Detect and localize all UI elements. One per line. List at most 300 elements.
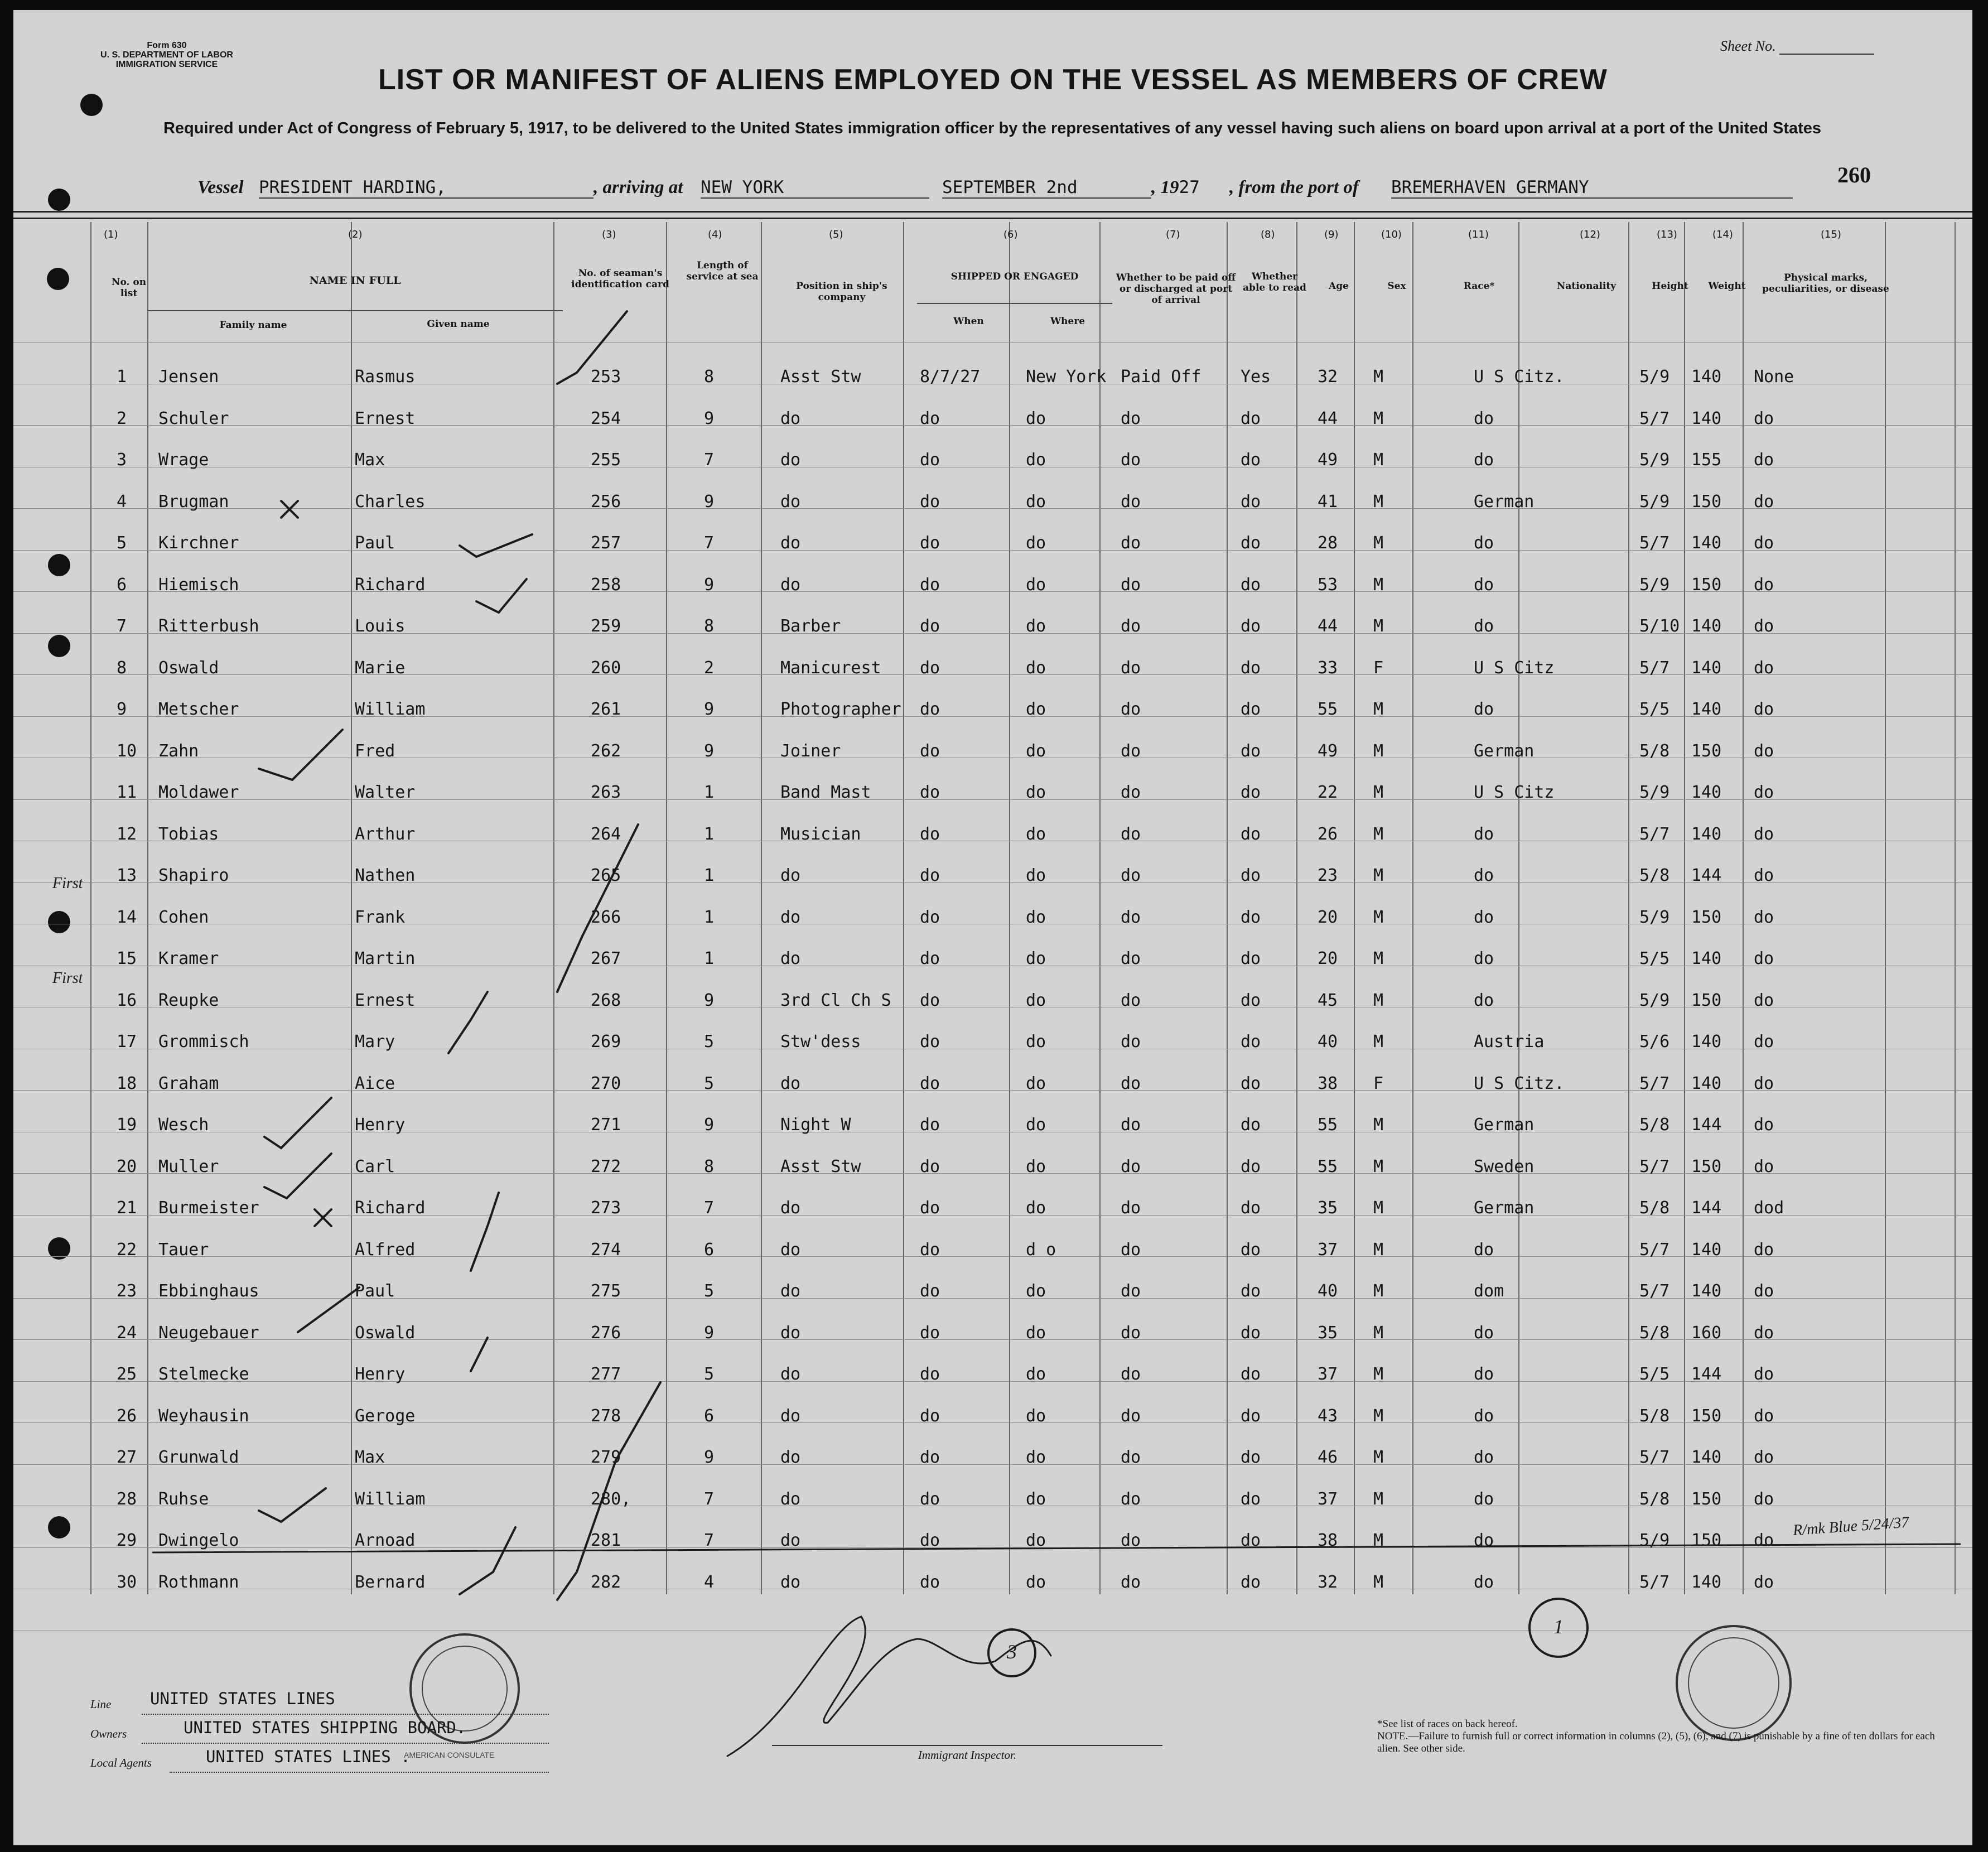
cell-weight: 140 [1691,1240,1722,1260]
arriving-port: NEW YORK [701,177,784,197]
cell-position: do [780,408,801,428]
cell-paid: do [1121,1198,1141,1218]
cell-given: Fred [355,741,395,761]
cell-no: 24 [117,1323,137,1343]
service-name: IMMIGRATION SERVICE [115,60,218,69]
cell-position: do [780,949,801,968]
cell-given: Max [355,1448,385,1467]
cell-height: 5/5 [1639,1364,1670,1384]
header-where: Where [1050,316,1085,327]
cell-position: do [780,1448,801,1467]
column-number: (4) [708,229,722,240]
check-mark-icon [264,1098,331,1148]
cell-no: 11 [117,783,137,802]
page-number: 260 [1837,162,1871,187]
cell-age: 49 [1318,741,1338,761]
cell-where: do [1026,491,1046,512]
cell-height: 5/7 [1639,1281,1670,1301]
cell-sex: M [1373,1323,1384,1343]
cell-race: German [1474,1198,1535,1218]
cell-service: 2 [704,658,715,678]
cell-race: do [1474,700,1494,719]
cell-card: 256 [591,491,621,512]
cell-weight: 144 [1691,1364,1722,1384]
cell-given: Oswald [355,1323,416,1343]
cell-no: 15 [117,949,137,968]
cell-race: do [1474,1489,1494,1509]
cell-no: 5 [117,533,127,553]
cell-sex: M [1373,1156,1384,1176]
cell-when: do [920,824,940,844]
cell-height: 5/8 [1639,741,1670,761]
cell-race: do [1474,949,1494,968]
cell-sex: M [1373,866,1384,885]
cell-marks: do [1754,1489,1774,1509]
cell-marks: do [1754,824,1774,844]
year-prefix: , 19 [1151,177,1179,197]
cell-sex: M [1373,741,1384,761]
cell-height: 5/7 [1639,1240,1670,1260]
cell-card: 280, [591,1489,631,1509]
cell-given: Paul [355,533,395,553]
cell-no: 17 [117,1032,137,1052]
cell-marks: do [1754,450,1774,470]
cell-sex: M [1373,990,1384,1010]
cell-no: 1 [117,367,127,387]
cell-given: Max [355,450,385,470]
cell-weight: 140 [1691,1572,1722,1592]
cell-paid: do [1121,1406,1141,1426]
check-mark-icon [557,824,638,992]
cell-position: Photographer [780,700,901,719]
cell-family: Tobias [158,824,219,844]
cell-service: 5 [704,1073,715,1093]
cell-card: 263 [591,783,621,802]
cell-race: U S Citz [1474,658,1555,678]
cell-marks: do [1754,990,1774,1010]
cell-when: do [920,1281,940,1301]
cell-family: Schuler [158,408,229,428]
cell-marks: do [1754,408,1774,428]
cell-service: 7 [704,1489,715,1509]
cell-when: 8/7/27 [920,367,981,387]
cell-sex: M [1373,1572,1384,1592]
cell-height: 5/9 [1639,450,1670,470]
cell-read: do [1241,1156,1261,1176]
column-number: (15) [1821,229,1841,240]
cell-race: do [1474,866,1494,885]
cell-marks: do [1754,1531,1774,1550]
cell-where: do [1026,866,1046,885]
cell-read: do [1241,866,1261,885]
cell-no: 9 [117,700,127,719]
cell-position: Musician [780,824,861,844]
cell-card: 254 [591,408,621,428]
header-when: When [953,316,984,327]
cell-sex: M [1373,949,1384,968]
cell-race: do [1474,1572,1494,1592]
cell-age: 32 [1318,1572,1338,1592]
footer-rule [170,1771,549,1773]
cell-no: 6 [117,575,127,595]
cell-marks: do [1754,1448,1774,1467]
cell-age: 28 [1318,533,1338,553]
cell-service: 1 [704,783,715,802]
cell-paid: do [1121,575,1141,595]
cell-given: Frank [355,907,406,927]
footer-rule [142,1713,549,1715]
cell-marks: do [1754,783,1774,802]
cell-card: 270 [591,1073,621,1093]
cell-marks: do [1754,533,1774,553]
cell-card: 281 [591,1531,621,1550]
cell-position: do [780,1281,801,1301]
cell-height: 5/7 [1639,533,1670,553]
cell-height: 5/9 [1639,1531,1670,1550]
cell-card: 275 [591,1281,621,1301]
cell-height: 5/8 [1639,866,1670,885]
cell-age: 37 [1318,1240,1338,1260]
cell-height: 5/8 [1639,1489,1670,1509]
column-number: (5) [829,229,843,240]
cell-when: do [920,1032,940,1052]
cell-paid: do [1121,949,1141,968]
cell-family: Zahn [158,741,199,761]
cell-age: 35 [1318,1323,1338,1343]
cell-no: 21 [117,1198,137,1218]
header-race: Race* [1463,281,1495,292]
cell-sex: M [1373,1364,1384,1384]
cell-marks: do [1754,1323,1774,1343]
cell-where: do [1026,949,1046,968]
cell-no: 23 [117,1281,137,1301]
cell-service: 9 [704,491,715,512]
cell-where: do [1026,616,1046,636]
cell-position: do [780,1572,801,1592]
cell-service: 6 [704,1240,715,1260]
cell-position: do [780,1240,801,1260]
cell-read: do [1241,1406,1261,1426]
cell-family: Muller [158,1156,219,1176]
cell-sex: M [1373,1531,1384,1550]
cell-paid: do [1121,408,1141,428]
cell-race: do [1474,824,1494,844]
cell-when: do [920,1364,940,1384]
cell-paid: do [1121,450,1141,470]
cell-no: 13 [117,866,137,885]
cell-read: do [1241,783,1261,802]
cell-service: 9 [704,1323,715,1343]
cell-paid: do [1121,1240,1141,1260]
cell-marks: do [1754,575,1774,595]
cell-weight: 150 [1691,741,1722,761]
cell-age: 37 [1318,1489,1338,1509]
cell-sex: M [1373,491,1384,512]
column-number: (10) [1381,229,1402,240]
cell-height: 5/8 [1639,1115,1670,1135]
cell-position: do [780,907,801,927]
cell-card: 272 [591,1156,621,1176]
cell-service: 8 [704,616,715,636]
cell-when: do [920,450,940,470]
cell-service: 7 [704,450,715,470]
cell-paid: do [1121,491,1141,512]
cell-read: do [1241,1364,1261,1384]
cell-where: do [1026,1448,1046,1467]
header-sex: Sex [1387,281,1406,292]
cell-no: 16 [117,990,137,1010]
cell-where: do [1026,1406,1046,1426]
cell-when: do [920,1489,940,1509]
cell-weight: 150 [1691,1406,1722,1426]
cell-position: do [780,866,801,885]
cell-service: 7 [704,1531,715,1550]
cell-paid: do [1121,1156,1141,1176]
column-number: (11) [1468,229,1489,240]
cell-when: do [920,575,940,595]
check-mark-icon [476,579,527,612]
cell-read: do [1241,616,1261,636]
cell-where: do [1026,533,1046,553]
column-number: (13) [1657,229,1677,240]
cell-where: do [1026,1198,1046,1218]
header-name-in-full: NAME IN FULL [309,274,401,287]
circled-number: 1 [1553,1615,1564,1638]
cell-service: 1 [704,866,715,885]
stamp-legend: AMERICAN CONSULATE [404,1750,495,1759]
cell-position: Asst Stw [780,367,861,387]
manifest-sheet [13,10,1972,1845]
cell-given: Richard [355,575,426,595]
cell-sex: M [1373,1198,1384,1218]
cell-position: do [780,575,801,595]
cell-sex: M [1373,1489,1384,1509]
cell-family: Metscher [158,700,239,719]
cell-when: do [920,1198,940,1218]
check-mark-icon [259,730,342,780]
cell-where: do [1026,408,1046,428]
cell-race: do [1474,1448,1494,1467]
cell-service: 1 [704,949,715,968]
cell-where: do [1026,450,1046,470]
cell-weight: 150 [1691,1489,1722,1509]
cell-race: German [1474,491,1535,512]
cell-age: 55 [1318,1115,1338,1135]
cell-when: do [920,1323,940,1343]
cell-read: do [1241,1115,1261,1135]
cell-no: 25 [117,1364,137,1384]
cell-family: Tauer [158,1240,209,1260]
cell-marks: do [1754,658,1774,678]
cell-no: 10 [117,741,137,761]
cell-race: do [1474,533,1494,553]
cell-height: 5/7 [1639,408,1670,428]
cell-age: 49 [1318,450,1338,470]
cell-paid: do [1121,1489,1141,1509]
cell-when: do [920,1406,940,1426]
cell-given: Mary [355,1032,395,1052]
cell-when: do [920,866,940,885]
column-number: (8) [1261,229,1275,240]
cell-position: Stw'dess [780,1032,861,1052]
check-mark-icon [471,1338,488,1371]
cell-given: Martin [355,949,416,968]
cell-card: 258 [591,575,621,595]
cell-sex: M [1373,1115,1384,1135]
cell-height: 5/9 [1639,990,1670,1010]
cell-sex: M [1373,533,1384,553]
cell-weight: 140 [1691,408,1722,428]
check-mark-icon [298,1287,359,1332]
cell-position: Barber [780,616,841,636]
header-weight: Weight [1708,281,1746,292]
cell-where: do [1026,907,1046,927]
cell-service: 8 [704,1156,715,1176]
cell-height: 5/9 [1639,907,1670,927]
cell-given: William [355,1489,426,1509]
cell-weight: 140 [1691,1073,1722,1093]
cell-position: Band Mast [780,783,871,802]
header-position: Position in ship's company [796,281,887,303]
vessel-label: Vessel [197,177,244,197]
cell-no: 27 [117,1448,137,1467]
document-subtitle: Required under Act of Congress of February 5, 1917, to be delivered to the United States immigration officer by the representatives of any vessel having such aliens on board upon arrival at a port of the United States [163,119,1822,137]
cell-height: 5/5 [1639,700,1670,719]
check-mark-icon [460,534,532,557]
cell-card: 277 [591,1364,621,1384]
cell-age: 41 [1318,491,1338,512]
cell-race: German [1474,741,1535,761]
cell-when: do [920,491,940,512]
cell-given: Arnoad [355,1531,416,1550]
cell-height: 5/9 [1639,783,1670,802]
cell-card: 282 [591,1572,621,1592]
cell-height: 5/9 [1639,575,1670,595]
cell-age: 33 [1318,658,1338,678]
cell-height: 5/7 [1639,658,1670,678]
cell-weight: 144 [1691,1115,1722,1135]
cell-age: 37 [1318,1364,1338,1384]
cell-no: 22 [117,1240,137,1260]
margin-note-remark: R/mk Blue 5/24/37 [1792,1513,1910,1540]
cell-no: 12 [117,824,137,844]
footer-owners-label: Owners [90,1727,127,1740]
cell-marks: do [1754,700,1774,719]
cell-no: 8 [117,658,127,678]
cell-read: Yes [1241,367,1271,387]
cell-family: Stelmecke [158,1364,249,1384]
cell-position: Night W [780,1115,851,1135]
cell-read: do [1241,1489,1261,1509]
cell-marks: do [1754,491,1774,512]
cell-family: Hiemisch [158,575,239,595]
footer-owners-value: UNITED STATES SHIPPING BOARD. [184,1718,466,1737]
footer-line-label: Line [90,1697,112,1711]
cell-given: Walter [355,783,416,802]
cell-paid: do [1121,907,1141,927]
column-number: (7) [1166,229,1180,240]
cell-read: do [1241,1198,1261,1218]
cell-given: Paul [355,1281,395,1301]
cell-when: do [920,616,940,636]
cell-no: 7 [117,616,127,636]
x-mark-icon [315,1209,331,1226]
cell-height: 5/7 [1639,1572,1670,1592]
cell-position: Manicurest [780,658,881,678]
cell-age: 40 [1318,1281,1338,1301]
cell-marks: None [1754,367,1794,387]
cell-age: 26 [1318,824,1338,844]
cell-marks: do [1754,1406,1774,1426]
cell-when: do [920,533,940,553]
cell-paid: do [1121,1323,1141,1343]
cell-paid: do [1121,866,1141,885]
cell-race: do [1474,907,1494,927]
cell-age: 20 [1318,949,1338,968]
cell-weight: 150 [1691,491,1722,512]
header-shipped: SHIPPED OR ENGAGED [950,271,1079,282]
margin-note-first: First [52,875,83,892]
cell-height: 5/7 [1639,1156,1670,1176]
cell-given: Bernard [355,1572,426,1592]
cell-when: do [920,741,940,761]
cell-card: 262 [591,741,621,761]
cell-paid: do [1121,1281,1141,1301]
cell-family: Shapiro [158,866,229,885]
cell-age: 53 [1318,575,1338,595]
cell-read: do [1241,1032,1261,1052]
cell-marks: do [1754,1364,1774,1384]
cell-when: do [920,783,940,802]
cell-paid: do [1121,1073,1141,1093]
cell-card: 273 [591,1198,621,1218]
cell-family: Rothmann [158,1572,239,1592]
cell-sex: M [1373,1240,1384,1260]
cell-no: 30 [117,1572,137,1592]
cell-sex: M [1373,1448,1384,1467]
cell-age: 43 [1318,1406,1338,1426]
cell-no: 14 [117,907,137,927]
cell-height: 5/6 [1639,1032,1670,1052]
cell-race: German [1474,1115,1535,1135]
cell-no: 26 [117,1406,137,1426]
cell-read: do [1241,491,1261,512]
cell-weight: 150 [1691,1156,1722,1176]
cell-read: do [1241,1323,1261,1343]
cell-no: 18 [117,1073,137,1093]
arriving-label: , arriving at [593,177,683,197]
header-family-name: Family name [219,320,287,331]
cell-position: do [780,1364,801,1384]
cell-height: 5/9 [1639,491,1670,512]
cell-age: 45 [1318,990,1338,1010]
cell-family: Kirchner [158,533,239,553]
cell-family: Kramer [158,949,219,968]
cell-family: Burmeister [158,1198,259,1218]
header-paid-off: Whether to be paid off or discharged at port of arrival [1116,272,1236,306]
cell-weight: 140 [1691,1032,1722,1052]
cell-position: do [780,491,801,512]
cell-no: 19 [117,1115,137,1135]
cell-sex: M [1373,700,1384,719]
signature [727,1617,1051,1756]
cell-when: do [920,1115,940,1135]
cell-service: 6 [704,1406,715,1426]
cell-family: Ebbinghaus [158,1281,259,1301]
cell-service: 5 [704,1032,715,1052]
cell-height: 5/7 [1639,1073,1670,1093]
cell-family: Wesch [158,1115,209,1135]
